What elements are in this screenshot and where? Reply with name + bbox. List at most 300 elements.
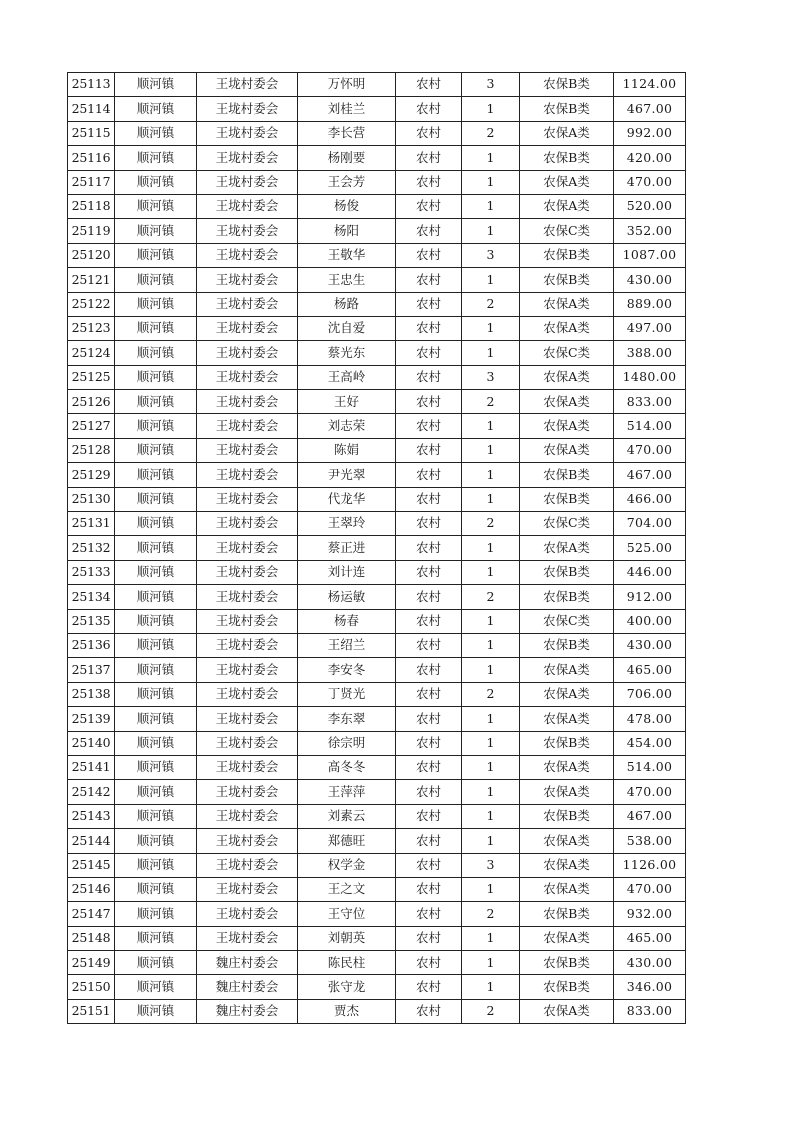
person-name-cell: 刘朝英 (298, 926, 396, 950)
household-count-cell: 1 (462, 658, 520, 682)
area-type-cell: 农村 (396, 536, 462, 560)
insurance-category-cell: 农保A类 (520, 682, 614, 706)
person-name-cell: 王翠玲 (298, 512, 396, 536)
town-cell: 顺河镇 (115, 243, 197, 267)
insurance-category-cell: 农保B类 (520, 902, 614, 926)
record-id-cell: 25141 (68, 755, 115, 779)
amount-cell: 525.00 (614, 536, 686, 560)
record-id-cell: 25120 (68, 243, 115, 267)
household-count-cell: 1 (462, 170, 520, 194)
amount-cell: 470.00 (614, 438, 686, 462)
insurance-category-cell: 农保A类 (520, 292, 614, 316)
household-count-cell: 1 (462, 194, 520, 218)
amount-cell: 538.00 (614, 829, 686, 853)
person-name-cell: 王之文 (298, 877, 396, 901)
village-committee-cell: 王垅村委会 (197, 73, 298, 97)
amount-cell: 465.00 (614, 658, 686, 682)
person-name-cell: 刘计连 (298, 560, 396, 584)
town-cell: 顺河镇 (115, 633, 197, 657)
town-cell: 顺河镇 (115, 560, 197, 584)
amount-cell: 470.00 (614, 170, 686, 194)
area-type-cell: 农村 (396, 219, 462, 243)
household-count-cell: 1 (462, 926, 520, 950)
person-name-cell: 王敬华 (298, 243, 396, 267)
village-committee-cell: 王垅村委会 (197, 219, 298, 243)
village-committee-cell: 王垅村委会 (197, 804, 298, 828)
household-count-cell: 2 (462, 682, 520, 706)
household-count-cell: 2 (462, 902, 520, 926)
area-type-cell: 农村 (396, 926, 462, 950)
town-cell: 顺河镇 (115, 707, 197, 731)
person-name-cell: 蔡正进 (298, 536, 396, 560)
insurance-category-cell: 农保B类 (520, 585, 614, 609)
village-committee-cell: 王垅村委会 (197, 560, 298, 584)
household-count-cell: 1 (462, 829, 520, 853)
table-row (68, 853, 686, 877)
person-name-cell: 贾杰 (298, 999, 396, 1023)
table-row (68, 780, 686, 804)
record-id-cell: 25116 (68, 146, 115, 170)
person-name-cell: 杨春 (298, 609, 396, 633)
record-id-cell: 25131 (68, 512, 115, 536)
village-committee-cell: 王垅村委会 (197, 926, 298, 950)
area-type-cell: 农村 (396, 560, 462, 584)
record-id-cell: 25119 (68, 219, 115, 243)
amount-cell: 932.00 (614, 902, 686, 926)
area-type-cell: 农村 (396, 316, 462, 340)
table-row (68, 292, 686, 316)
household-count-cell: 1 (462, 97, 520, 121)
insurance-category-cell: 农保A类 (520, 170, 614, 194)
area-type-cell: 农村 (396, 804, 462, 828)
town-cell: 顺河镇 (115, 658, 197, 682)
area-type-cell: 农村 (396, 609, 462, 633)
village-committee-cell: 魏庄村委会 (197, 999, 298, 1023)
household-count-cell: 1 (462, 438, 520, 462)
town-cell: 顺河镇 (115, 365, 197, 389)
village-committee-cell: 王垅村委会 (197, 682, 298, 706)
area-type-cell: 农村 (396, 731, 462, 755)
village-committee-cell: 王垅村委会 (197, 585, 298, 609)
household-count-cell: 1 (462, 755, 520, 779)
village-committee-cell: 王垅村委会 (197, 877, 298, 901)
insurance-category-cell: 农保B类 (520, 243, 614, 267)
village-committee-cell: 王垅村委会 (197, 633, 298, 657)
record-id-cell: 25145 (68, 853, 115, 877)
record-id-cell: 25115 (68, 121, 115, 145)
area-type-cell: 农村 (396, 268, 462, 292)
amount-cell: 466.00 (614, 487, 686, 511)
table-row (68, 755, 686, 779)
table-row (68, 414, 686, 438)
insurance-category-cell: 农保A类 (520, 658, 614, 682)
village-committee-cell: 王垅村委会 (197, 853, 298, 877)
village-committee-cell: 王垅村委会 (197, 97, 298, 121)
table-row (68, 170, 686, 194)
household-count-cell: 1 (462, 609, 520, 633)
village-committee-cell: 王垅村委会 (197, 365, 298, 389)
table-row (68, 243, 686, 267)
record-id-cell: 25129 (68, 463, 115, 487)
area-type-cell: 农村 (396, 341, 462, 365)
insurance-category-cell: 农保B类 (520, 487, 614, 511)
area-type-cell: 农村 (396, 755, 462, 779)
amount-cell: 704.00 (614, 512, 686, 536)
area-type-cell: 农村 (396, 365, 462, 389)
table-row (68, 877, 686, 901)
table-row (68, 512, 686, 536)
record-id-cell: 25142 (68, 780, 115, 804)
village-committee-cell: 王垅村委会 (197, 755, 298, 779)
town-cell: 顺河镇 (115, 682, 197, 706)
village-committee-cell: 王垅村委会 (197, 731, 298, 755)
table-row (68, 97, 686, 121)
village-committee-cell: 王垅村委会 (197, 658, 298, 682)
area-type-cell: 农村 (396, 999, 462, 1023)
insurance-category-cell: 农保C类 (520, 609, 614, 633)
household-count-cell: 3 (462, 73, 520, 97)
person-name-cell: 代龙华 (298, 487, 396, 511)
person-name-cell: 权学金 (298, 853, 396, 877)
village-committee-cell: 王垅村委会 (197, 292, 298, 316)
person-name-cell: 蔡光东 (298, 341, 396, 365)
household-count-cell: 1 (462, 341, 520, 365)
village-committee-cell: 王垅村委会 (197, 780, 298, 804)
area-type-cell: 农村 (396, 243, 462, 267)
area-type-cell: 农村 (396, 512, 462, 536)
town-cell: 顺河镇 (115, 73, 197, 97)
person-name-cell: 王萍萍 (298, 780, 396, 804)
town-cell: 顺河镇 (115, 487, 197, 511)
area-type-cell: 农村 (396, 121, 462, 145)
amount-cell: 1480.00 (614, 365, 686, 389)
town-cell: 顺河镇 (115, 780, 197, 804)
area-type-cell: 农村 (396, 780, 462, 804)
household-count-cell: 2 (462, 292, 520, 316)
record-id-cell: 25148 (68, 926, 115, 950)
insurance-category-cell: 农保C类 (520, 219, 614, 243)
amount-cell: 992.00 (614, 121, 686, 145)
area-type-cell: 农村 (396, 853, 462, 877)
town-cell: 顺河镇 (115, 829, 197, 853)
insurance-category-cell: 农保B类 (520, 560, 614, 584)
record-id-cell: 25132 (68, 536, 115, 560)
town-cell: 顺河镇 (115, 755, 197, 779)
person-name-cell: 王会芳 (298, 170, 396, 194)
amount-cell: 470.00 (614, 780, 686, 804)
town-cell: 顺河镇 (115, 194, 197, 218)
insurance-category-cell: 农保A类 (520, 829, 614, 853)
table-row (68, 633, 686, 657)
table-row (68, 585, 686, 609)
village-committee-cell: 王垅村委会 (197, 146, 298, 170)
person-name-cell: 郑德旺 (298, 829, 396, 853)
record-id-cell: 25140 (68, 731, 115, 755)
table-row (68, 707, 686, 731)
village-committee-cell: 王垅村委会 (197, 316, 298, 340)
record-id-cell: 25133 (68, 560, 115, 584)
amount-cell: 1087.00 (614, 243, 686, 267)
village-committee-cell: 王垅村委会 (197, 121, 298, 145)
village-committee-cell: 王垅村委会 (197, 512, 298, 536)
table-row (68, 316, 686, 340)
record-id-cell: 25149 (68, 951, 115, 975)
insurance-category-cell: 农保B类 (520, 951, 614, 975)
table-row (68, 902, 686, 926)
area-type-cell: 农村 (396, 633, 462, 657)
person-name-cell: 刘素云 (298, 804, 396, 828)
record-id-cell: 25144 (68, 829, 115, 853)
amount-cell: 388.00 (614, 341, 686, 365)
record-id-cell: 25118 (68, 194, 115, 218)
household-count-cell: 1 (462, 316, 520, 340)
amount-cell: 446.00 (614, 560, 686, 584)
household-count-cell: 1 (462, 633, 520, 657)
table-row (68, 463, 686, 487)
town-cell: 顺河镇 (115, 512, 197, 536)
amount-cell: 1124.00 (614, 73, 686, 97)
insurance-category-cell: 农保A类 (520, 999, 614, 1023)
village-committee-cell: 王垅村委会 (197, 243, 298, 267)
record-id-cell: 25137 (68, 658, 115, 682)
amount-cell: 833.00 (614, 390, 686, 414)
record-id-cell: 25117 (68, 170, 115, 194)
amount-cell: 478.00 (614, 707, 686, 731)
record-id-cell: 25123 (68, 316, 115, 340)
table-row (68, 560, 686, 584)
insurance-category-cell: 农保A类 (520, 414, 614, 438)
table-row (68, 609, 686, 633)
record-id-cell: 25130 (68, 487, 115, 511)
area-type-cell: 农村 (396, 707, 462, 731)
person-name-cell: 王守位 (298, 902, 396, 926)
town-cell: 顺河镇 (115, 146, 197, 170)
insurance-category-cell: 农保A类 (520, 121, 614, 145)
insurance-category-cell: 农保B类 (520, 731, 614, 755)
town-cell: 顺河镇 (115, 536, 197, 560)
table-row (68, 682, 686, 706)
insurance-category-cell: 农保B类 (520, 268, 614, 292)
town-cell: 顺河镇 (115, 975, 197, 999)
table-row (68, 73, 686, 97)
table-row (68, 194, 686, 218)
village-committee-cell: 王垅村委会 (197, 902, 298, 926)
area-type-cell: 农村 (396, 414, 462, 438)
household-count-cell: 1 (462, 707, 520, 731)
amount-cell: 1126.00 (614, 853, 686, 877)
town-cell: 顺河镇 (115, 609, 197, 633)
record-id-cell: 25135 (68, 609, 115, 633)
household-count-cell: 1 (462, 536, 520, 560)
village-committee-cell: 王垅村委会 (197, 438, 298, 462)
record-id-cell: 25122 (68, 292, 115, 316)
town-cell: 顺河镇 (115, 170, 197, 194)
household-count-cell: 1 (462, 877, 520, 901)
insurance-category-cell: 农保A类 (520, 536, 614, 560)
area-type-cell: 农村 (396, 975, 462, 999)
village-committee-cell: 王垅村委会 (197, 829, 298, 853)
person-name-cell: 杨刚要 (298, 146, 396, 170)
table-row (68, 999, 686, 1023)
area-type-cell: 农村 (396, 585, 462, 609)
person-name-cell: 李安冬 (298, 658, 396, 682)
household-count-cell: 1 (462, 780, 520, 804)
insurance-category-cell: 农保A类 (520, 780, 614, 804)
town-cell: 顺河镇 (115, 877, 197, 901)
record-id-cell: 25147 (68, 902, 115, 926)
town-cell: 顺河镇 (115, 731, 197, 755)
amount-cell: 467.00 (614, 97, 686, 121)
area-type-cell: 农村 (396, 829, 462, 853)
table-row (68, 341, 686, 365)
amount-cell: 430.00 (614, 633, 686, 657)
insurance-category-cell: 农保B类 (520, 633, 614, 657)
table-row (68, 268, 686, 292)
town-cell: 顺河镇 (115, 585, 197, 609)
village-committee-cell: 魏庄村委会 (197, 975, 298, 999)
amount-cell: 467.00 (614, 463, 686, 487)
table-row (68, 487, 686, 511)
town-cell: 顺河镇 (115, 438, 197, 462)
table-row (68, 121, 686, 145)
town-cell: 顺河镇 (115, 121, 197, 145)
amount-cell: 470.00 (614, 877, 686, 901)
amount-cell: 912.00 (614, 585, 686, 609)
village-committee-cell: 王垅村委会 (197, 268, 298, 292)
area-type-cell: 农村 (396, 97, 462, 121)
household-count-cell: 3 (462, 243, 520, 267)
record-id-cell: 25113 (68, 73, 115, 97)
table-row (68, 146, 686, 170)
village-committee-cell: 王垅村委会 (197, 609, 298, 633)
household-count-cell: 2 (462, 999, 520, 1023)
insurance-category-cell: 农保A类 (520, 707, 614, 731)
record-id-cell: 25124 (68, 341, 115, 365)
table-row (68, 219, 686, 243)
household-count-cell: 1 (462, 463, 520, 487)
town-cell: 顺河镇 (115, 390, 197, 414)
town-cell: 顺河镇 (115, 804, 197, 828)
household-count-cell: 3 (462, 853, 520, 877)
insurance-category-cell: 农保B类 (520, 463, 614, 487)
person-name-cell: 刘志荣 (298, 414, 396, 438)
town-cell: 顺河镇 (115, 999, 197, 1023)
insurance-category-cell: 农保C类 (520, 512, 614, 536)
village-committee-cell: 王垅村委会 (197, 170, 298, 194)
amount-cell: 400.00 (614, 609, 686, 633)
amount-cell: 352.00 (614, 219, 686, 243)
insurance-category-cell: 农保B类 (520, 97, 614, 121)
amount-cell: 420.00 (614, 146, 686, 170)
person-name-cell: 徐宗明 (298, 731, 396, 755)
area-type-cell: 农村 (396, 170, 462, 194)
amount-cell: 514.00 (614, 414, 686, 438)
town-cell: 顺河镇 (115, 316, 197, 340)
household-count-cell: 2 (462, 390, 520, 414)
insurance-category-cell: 农保A类 (520, 755, 614, 779)
person-name-cell: 杨运敏 (298, 585, 396, 609)
amount-cell: 467.00 (614, 804, 686, 828)
record-id-cell: 25138 (68, 682, 115, 706)
table-row (68, 951, 686, 975)
insurance-category-cell: 农保A类 (520, 390, 614, 414)
town-cell: 顺河镇 (115, 268, 197, 292)
amount-cell: 706.00 (614, 682, 686, 706)
table-row (68, 804, 686, 828)
area-type-cell: 农村 (396, 682, 462, 706)
village-committee-cell: 王垅村委会 (197, 390, 298, 414)
person-name-cell: 王高岭 (298, 365, 396, 389)
area-type-cell: 农村 (396, 73, 462, 97)
record-id-cell: 25136 (68, 633, 115, 657)
town-cell: 顺河镇 (115, 292, 197, 316)
person-name-cell: 杨俊 (298, 194, 396, 218)
person-name-cell: 杨阳 (298, 219, 396, 243)
insurance-category-cell: 农保A类 (520, 365, 614, 389)
table-row (68, 926, 686, 950)
town-cell: 顺河镇 (115, 97, 197, 121)
household-count-cell: 1 (462, 975, 520, 999)
household-count-cell: 1 (462, 560, 520, 584)
person-name-cell: 丁贤光 (298, 682, 396, 706)
town-cell: 顺河镇 (115, 463, 197, 487)
person-name-cell: 王忠生 (298, 268, 396, 292)
area-type-cell: 农村 (396, 902, 462, 926)
table-row (68, 536, 686, 560)
area-type-cell: 农村 (396, 463, 462, 487)
record-id-cell: 25127 (68, 414, 115, 438)
area-type-cell: 农村 (396, 951, 462, 975)
record-id-cell: 25114 (68, 97, 115, 121)
insurance-category-cell: 农保B类 (520, 975, 614, 999)
person-name-cell: 尹光翠 (298, 463, 396, 487)
insurance-category-cell: 农保A类 (520, 194, 614, 218)
table-row (68, 975, 686, 999)
amount-cell: 430.00 (614, 951, 686, 975)
record-id-cell: 25128 (68, 438, 115, 462)
village-committee-cell: 王垅村委会 (197, 707, 298, 731)
amount-cell: 346.00 (614, 975, 686, 999)
insurance-category-cell: 农保C类 (520, 341, 614, 365)
household-count-cell: 1 (462, 804, 520, 828)
household-count-cell: 1 (462, 414, 520, 438)
record-id-cell: 25150 (68, 975, 115, 999)
insurance-category-cell: 农保A类 (520, 877, 614, 901)
household-count-cell: 3 (462, 365, 520, 389)
benefit-roster-table (67, 72, 686, 1024)
person-name-cell: 李长营 (298, 121, 396, 145)
area-type-cell: 农村 (396, 658, 462, 682)
table-row (68, 438, 686, 462)
town-cell: 顺河镇 (115, 902, 197, 926)
record-id-cell: 25143 (68, 804, 115, 828)
insurance-category-cell: 农保B类 (520, 146, 614, 170)
insurance-category-cell: 农保A类 (520, 316, 614, 340)
record-id-cell: 25146 (68, 877, 115, 901)
amount-cell: 465.00 (614, 926, 686, 950)
village-committee-cell: 魏庄村委会 (197, 951, 298, 975)
insurance-category-cell: 农保A类 (520, 926, 614, 950)
area-type-cell: 农村 (396, 146, 462, 170)
household-count-cell: 2 (462, 121, 520, 145)
person-name-cell: 李东翠 (298, 707, 396, 731)
amount-cell: 497.00 (614, 316, 686, 340)
record-id-cell: 25134 (68, 585, 115, 609)
household-count-cell: 2 (462, 585, 520, 609)
person-name-cell: 陈民柱 (298, 951, 396, 975)
town-cell: 顺河镇 (115, 341, 197, 365)
person-name-cell: 沈自爱 (298, 316, 396, 340)
